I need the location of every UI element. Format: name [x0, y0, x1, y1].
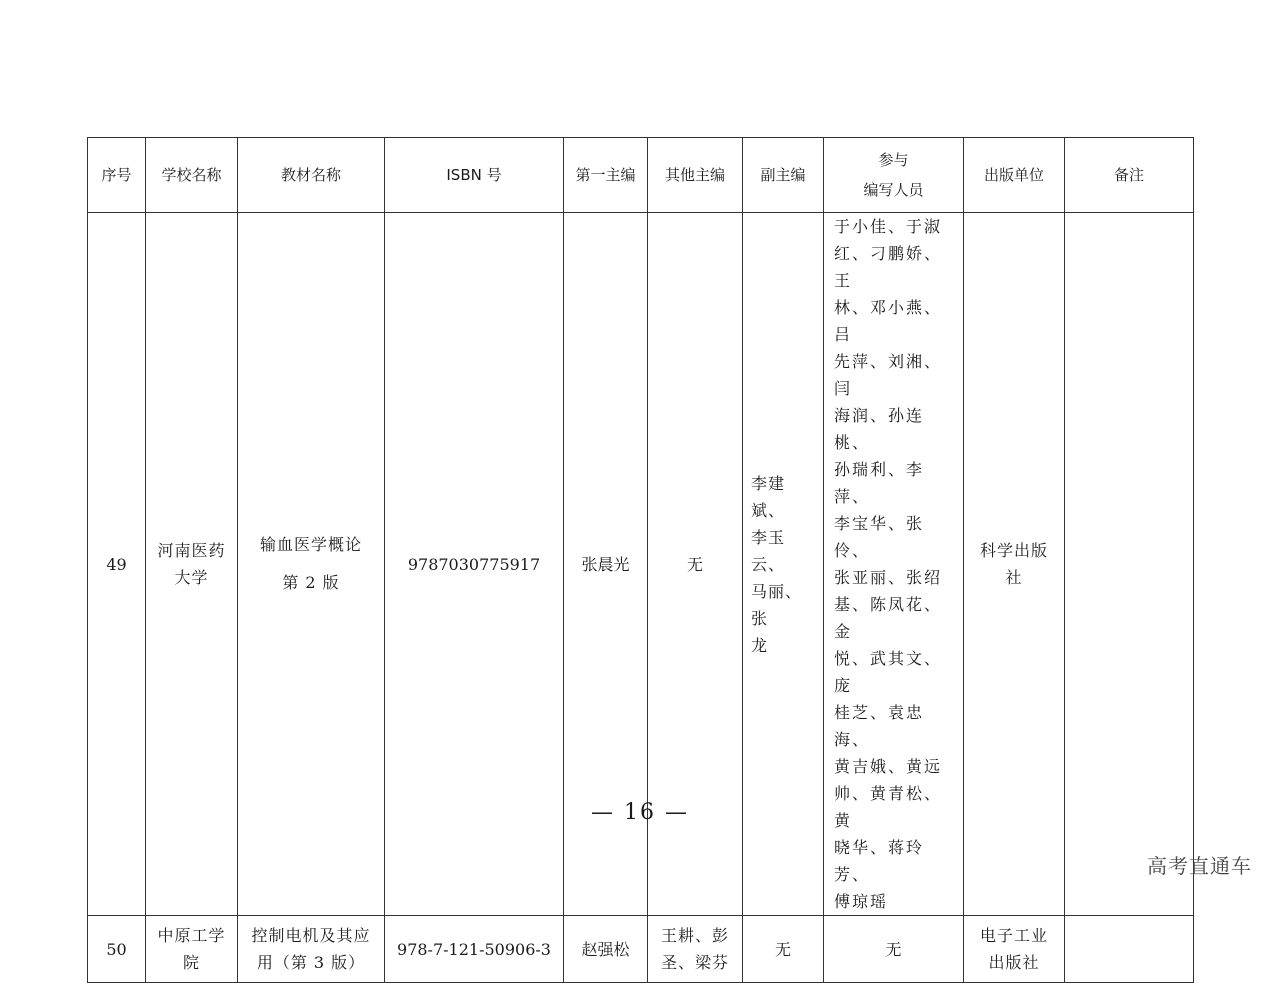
- cell-school-line: 河南医药: [157, 541, 226, 560]
- cell-textbook-line: 第 2 版: [282, 573, 340, 592]
- participants-line: 张亚丽、张绍: [834, 568, 943, 587]
- table-row: [88, 916, 1194, 983]
- participants-line: 林、邓小燕、吕: [834, 298, 943, 344]
- cell-other-editors-line: 王耕、彭: [660, 926, 729, 945]
- cell-publisher-line: 科学出版: [979, 541, 1048, 560]
- cell-first-editor: 张晨光: [564, 213, 648, 916]
- cell-publisher-line: 出版社: [988, 953, 1040, 972]
- header-no: 序号: [88, 138, 146, 213]
- cell-publisher-line: 社: [1005, 568, 1023, 587]
- participants-line: 晓华、蒋玲芳、: [834, 838, 925, 884]
- header-first-editor: 第一主编: [564, 138, 648, 213]
- participants-line: 红、刁鹏娇、王: [834, 244, 943, 290]
- participants-line: 傅琼瑶: [834, 892, 889, 911]
- cell-school-line: 中原工学: [157, 926, 226, 945]
- header-remarks: 备注: [1065, 138, 1194, 213]
- header-participants-line1: 参与: [878, 151, 909, 169]
- cell-other-editors: 无: [648, 213, 743, 916]
- header-school: 学校名称: [146, 138, 238, 213]
- cell-textbook-line: 输血医学概论: [259, 535, 362, 554]
- page-number: — 16 —: [591, 800, 689, 825]
- header-row: [88, 138, 1194, 213]
- cell-deputy-line: 马丽、张: [751, 581, 803, 628]
- cell-participants: 无: [824, 916, 964, 983]
- cell-textbook-line: 控制电机及其应: [251, 926, 371, 945]
- cell-publisher-line: 电子工业: [979, 926, 1048, 945]
- header-isbn: ISBN 号: [385, 138, 564, 213]
- cell-first-editor: 赵强松: [564, 916, 648, 983]
- cell-isbn: 978-7-121-50906-3: [385, 916, 564, 983]
- cell-deputy-line: 龙: [751, 635, 769, 655]
- cell-textbook-line: 用（第 3 版）: [256, 953, 366, 972]
- participants-line: 孙瑞利、李萍、: [834, 460, 925, 506]
- participants-line: 黄吉娥、黄远: [834, 757, 943, 776]
- header-textbook: 教材名称: [238, 138, 385, 213]
- participants-line: 基、陈凤花、金: [834, 595, 943, 641]
- cell-no: 49: [88, 213, 146, 916]
- header-publisher: 出版单位: [964, 138, 1065, 213]
- cell-remarks: [1065, 916, 1194, 983]
- cell-other-editors: [648, 916, 743, 983]
- cell-school-line: 院: [182, 953, 200, 972]
- header-deputy-editors: 副主编: [743, 138, 824, 213]
- cell-isbn: 9787030775917: [385, 213, 564, 916]
- cell-deputy-line: 李玉云、: [751, 527, 786, 574]
- header-participants-line2: 编写人员: [863, 181, 924, 199]
- cell-deputy-line: 李建斌、: [751, 473, 786, 520]
- header-participants: [824, 138, 964, 213]
- watermark-text: 高考直通车: [1147, 854, 1252, 878]
- cell-no: 50: [88, 916, 146, 983]
- participants-line: 悦、武其文、庞: [834, 649, 943, 695]
- textbook-table: [87, 137, 1194, 983]
- cell-publisher: [964, 916, 1065, 983]
- participants-line: 先萍、刘湘、闫: [834, 352, 943, 398]
- cell-school-line: 大学: [174, 568, 209, 587]
- cell-deputy-editors: 无: [743, 916, 824, 983]
- cell-other-editors-line: 圣、梁芬: [660, 953, 729, 972]
- participants-line: 海润、孙连桃、: [834, 406, 925, 452]
- cell-school: [146, 916, 238, 983]
- header-other-editors: 其他主编: [648, 138, 743, 213]
- participants-line: 帅、黄青松、黄: [834, 784, 943, 830]
- participants-line: 于小佳、于淑: [834, 217, 943, 236]
- participants-line: 桂芝、袁忠海、: [834, 703, 925, 749]
- participants-line: 李宝华、张伶、: [834, 514, 925, 560]
- cell-textbook: [238, 916, 385, 983]
